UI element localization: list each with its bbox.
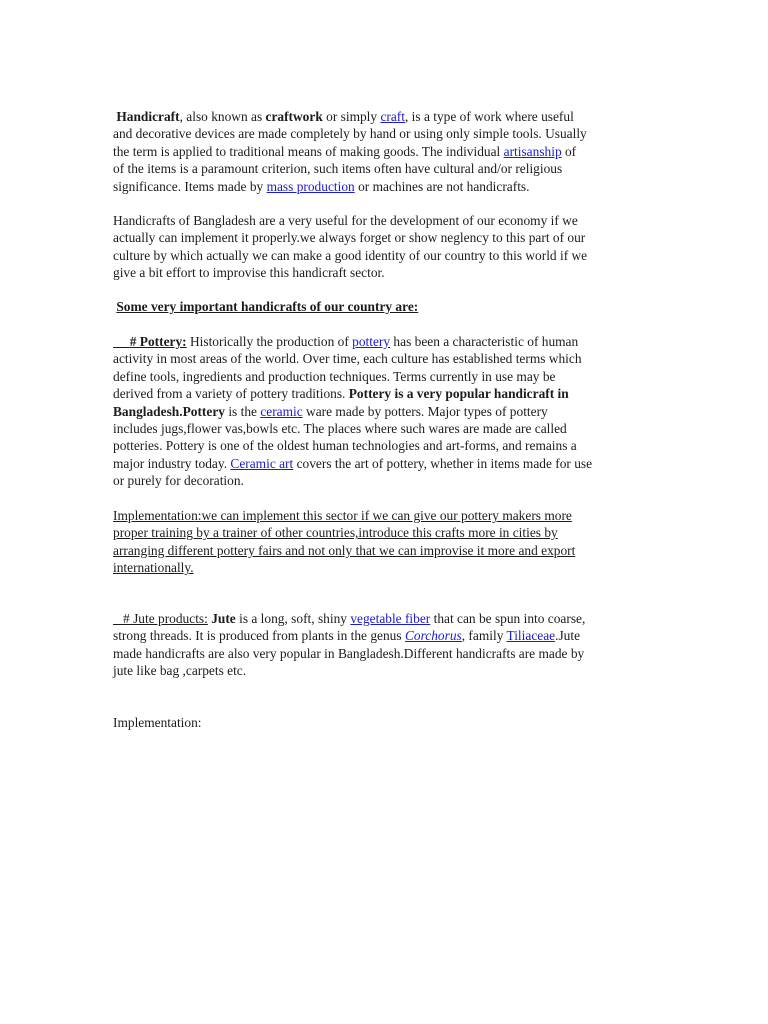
- text-fragment: significance. Items made by: [113, 178, 267, 194]
- text-fragment: , also known as: [179, 109, 266, 124]
- text-line: made handicrafts are also very popular in Bangladesh.Different handicrafts are made by: [113, 645, 585, 661]
- tiliaceae-link[interactable]: Tiliaceae: [506, 628, 556, 644]
- heading-text: Some very important handicrafts of our country are:: [116, 299, 419, 314]
- pottery-paragraph: [113, 333, 661, 490]
- ceramic-art-link[interactable]: Ceramic art: [230, 455, 294, 471]
- text-fragment: ware made by potters. Major types of pottery: [302, 403, 548, 419]
- text-line: give a bit effort to improvise this handicraft sector.: [113, 265, 385, 281]
- pottery-label: # Pottery:: [129, 334, 187, 349]
- text-fragment: strong threads. It is produced from plants in the genus: [113, 628, 405, 644]
- text-fragment: major industry today.: [113, 455, 231, 471]
- term-handicraft: Handicraft: [116, 109, 180, 124]
- text-fragment: that can be spun into coarse,: [430, 611, 586, 626]
- text-line: includes jugs,flower vas,bowls etc. The places where such wares are made are called: [113, 421, 567, 437]
- text-line: Handicrafts of Bangladesh are a very useful for the development of our economy if we: [113, 213, 578, 228]
- corchorus-link[interactable]: Corchorus: [404, 628, 462, 644]
- ceramic-link[interactable]: ceramic: [260, 403, 303, 419]
- pottery-link[interactable]: pottery: [352, 334, 391, 349]
- text-fragment: , family: [461, 628, 507, 644]
- text-fragment: or simply: [322, 109, 381, 124]
- jute-label: # Jute products:: [123, 611, 208, 626]
- text-fragment: is the: [224, 403, 261, 419]
- text-fragment: or machines are not handicrafts.: [354, 178, 530, 194]
- implementation-heading: [113, 714, 661, 731]
- text-fragment: .Jute: [555, 628, 581, 644]
- text-line: internationally.: [113, 560, 194, 576]
- term-jute: Jute: [211, 611, 236, 626]
- mass-production-link[interactable]: mass production: [266, 178, 355, 194]
- bold-fragment: Pottery is a very popular handicraft in: [348, 386, 569, 402]
- vegetable-fiber-link[interactable]: vegetable fiber: [350, 611, 431, 626]
- text-fragment: of: [561, 143, 577, 159]
- text-fragment: has been a characteristic of human: [390, 334, 579, 349]
- text-fragment: derived from a variety of pottery traditions.: [113, 386, 349, 402]
- text-fragment: covers the art of pottery, whether in items made for use: [293, 455, 593, 471]
- text-fragment: the term is applied to traditional means of making goods. The individual: [113, 143, 504, 159]
- jute-paragraph: [113, 610, 661, 680]
- text-line: activity in most areas of the world. Over time, each culture has established terms which: [113, 351, 582, 367]
- text-fragment: is a long, soft, shiny: [235, 611, 351, 626]
- text-line: or purely for decoration.: [113, 473, 244, 489]
- text-line: arranging different pottery fairs and not only that we can improvise it more and export: [113, 542, 576, 558]
- section-heading: [113, 298, 661, 315]
- text-line: potteries. Pottery is one of the oldest human technologies and art-forms, and remains a: [113, 438, 577, 454]
- bold-fragment: Bangladesh.Pottery: [113, 403, 225, 419]
- text-fragment: , is a type of work where useful: [404, 109, 574, 124]
- text-line: of the items is a paramount criterion, such items often have cultural and/or religious: [113, 161, 563, 177]
- term-craftwork: craftwork: [265, 109, 323, 124]
- text-line: proper training by a trainer of other countries,introduce this crafts more in cities by: [113, 525, 558, 541]
- craft-link[interactable]: craft: [380, 109, 405, 124]
- artisanship-link[interactable]: artisanship: [503, 143, 562, 159]
- text-line: Implementation:we can implement this sector if we can give our pottery makers more: [113, 508, 572, 523]
- implementation-paragraph: [113, 507, 661, 577]
- text-line: define tools, ingredients and production techniques. Terms currently in use may be: [113, 368, 556, 384]
- intro-paragraph: [113, 108, 661, 195]
- bangladesh-paragraph: [113, 212, 661, 282]
- text-line: actually can implement it properly.we always forget or show neglency to this part of our: [113, 230, 586, 246]
- text-line: culture by which actually we can make a good identity of our country to this world if we: [113, 247, 588, 263]
- text-fragment: Historically the production of: [186, 334, 353, 349]
- text-line: jute like bag ,carpets etc.: [113, 663, 247, 679]
- text-line: and decorative devices are made completely by hand or using only simple tools. Usually: [113, 126, 587, 142]
- text-line: Implementation:: [113, 715, 202, 730]
